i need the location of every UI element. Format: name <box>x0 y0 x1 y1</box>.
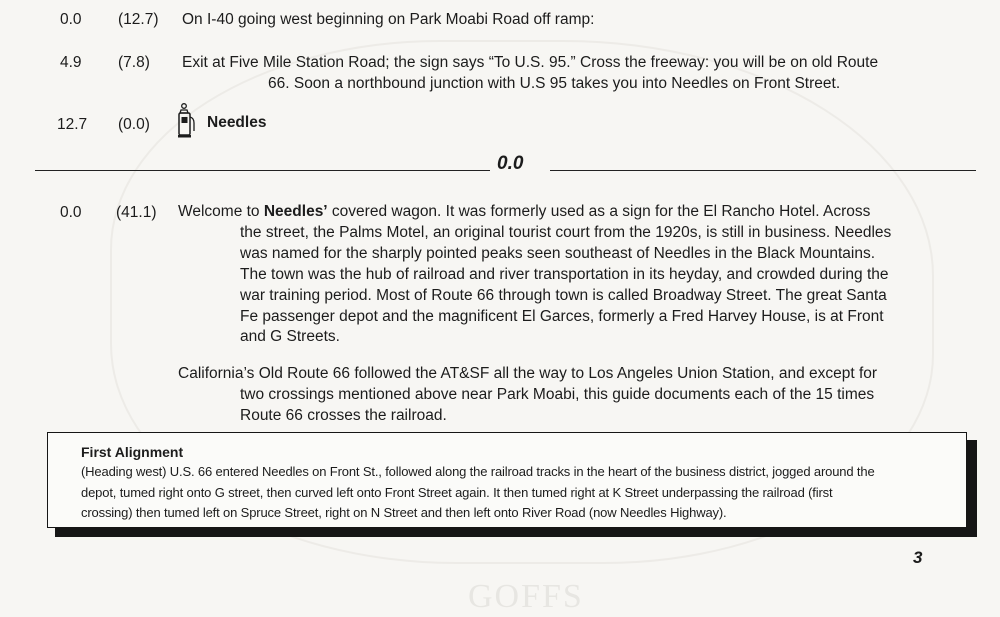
alignment-line: (Heading west) U.S. 66 entered Needles on Front St., followed along the railroad tracks in the heart of the business district, jogged around the <box>81 464 875 479</box>
bleed-through-mark: GOFFS <box>468 578 584 615</box>
alignment-line: depot, tumed right onto G street, then curved left onto Front Street again. It then tumed right at K Street underpassing the railroad (first <box>81 484 833 500</box>
entry-remaining: (7.8) <box>118 54 150 71</box>
entry-mile: 12.7 <box>57 116 88 133</box>
alignment-body <box>81 462 961 524</box>
paragraph-line: and G Streets. <box>240 328 340 346</box>
section-divider-right <box>550 170 976 171</box>
entry-mile: 0.0 <box>60 204 82 221</box>
entry-text: On I-40 going west beginning on Park Moabi Road off ramp: <box>182 11 595 28</box>
page-number: 3 <box>913 548 923 567</box>
paragraph-line: Route 66 crosses the railroad. <box>240 406 447 424</box>
entry-line: Exit at Five Mile Station Road; the sign says “To U.S. 95.” Cross the freeway: you will be on old Route <box>182 54 879 71</box>
entry-mile: 4.9 <box>60 54 82 71</box>
welcome-first-rest: covered wagon. It was formerly used as a sign for the El Rancho Hotel. Across <box>327 203 871 220</box>
paragraph-line: was named for the sharply pointed peaks seen southeast of Needles in the Black Mountains. <box>240 244 876 262</box>
alignment-line: crossing) then tumed left on Spruce Street, right on N Street and then left onto River Road (now Needles Highway). <box>81 505 727 520</box>
california-paragraph <box>178 364 973 427</box>
paragraph-line: the street, the Palms Motel, an original tourist court from the 1920s, is still in business. Needles <box>240 223 892 241</box>
entry-remaining: (0.0) <box>118 116 150 133</box>
alignment-title: First Alignment <box>81 444 184 460</box>
entry-line: 66. Soon a northbound junction with U.S 95 takes you into Needles on Front Street. <box>268 75 841 92</box>
section-mileage: 0.0 <box>497 153 524 174</box>
section-divider-left <box>35 170 490 171</box>
paragraph-line <box>178 202 973 223</box>
paragraph-line: Fe passenger depot and the magnificent El Garces, formerly a Fred Harvey House, is at Front <box>240 307 884 325</box>
first-alignment-box <box>47 432 967 528</box>
welcome-prefix: Welcome to <box>178 203 264 220</box>
entry-remaining: (12.7) <box>118 11 159 28</box>
entry-text <box>182 52 972 94</box>
entry-mile: 0.0 <box>60 11 82 28</box>
paragraph-line: The town was the hub of railroad and river transportation in its heyday, and crowded during the <box>240 265 889 283</box>
paragraph-line: California’s Old Route 66 followed the AT&SF all the way to Los Angeles Union Station, and except for <box>178 365 878 382</box>
entry-remaining: (41.1) <box>116 204 157 221</box>
welcome-paragraph <box>178 202 973 348</box>
gas-pump-icon <box>175 103 197 139</box>
paragraph-line: two crossings mentioned above near Park Moabi, this guide documents each of the 15 times <box>240 385 875 403</box>
welcome-place: Needles’ <box>263 203 328 220</box>
paragraph-line: war training period. Most of Route 66 through town is called Broadway Street. The great Santa <box>240 286 887 304</box>
place-title: Needles <box>207 114 267 131</box>
